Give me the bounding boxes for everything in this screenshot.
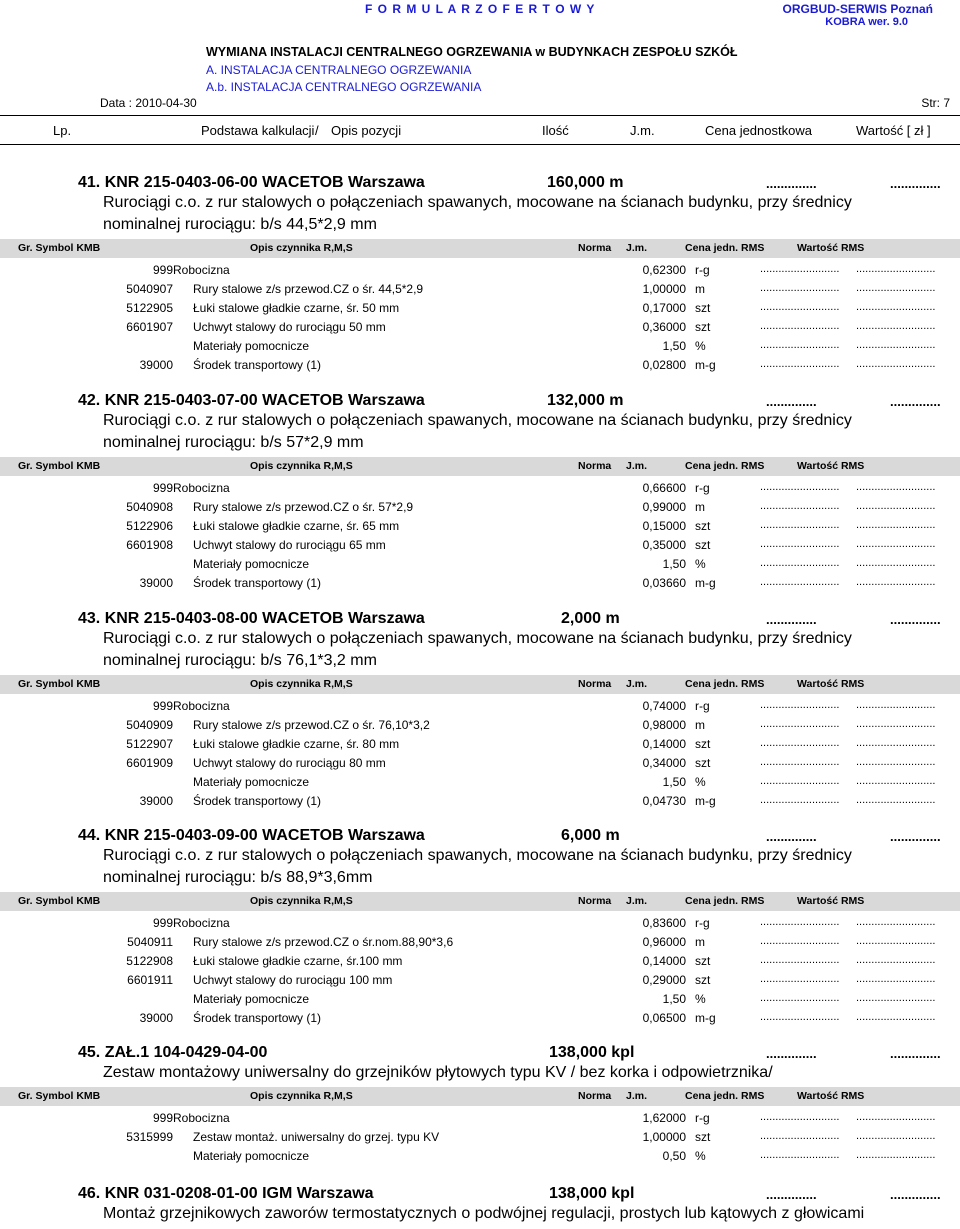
rms-row <box>0 1109 960 1128</box>
form-title: F O R M U L A R Z O F E R T O W Y <box>365 2 596 16</box>
rms-norm: 0,66600 <box>642 481 686 495</box>
rms-value-dots: .......................... <box>856 775 936 787</box>
rms-name: Środek transportowy (1) <box>193 1011 322 1025</box>
rms-col-symbol: Gr. Symbol KMB <box>18 242 101 254</box>
position-price-dots: .............. <box>766 1046 817 1061</box>
rms-norm: 0,14000 <box>642 954 686 968</box>
rms-unit: m <box>695 718 705 732</box>
rms-value-dots: .......................... <box>856 916 936 928</box>
rms-table-header <box>0 457 960 476</box>
rms-row <box>0 337 960 356</box>
rms-row <box>0 280 960 299</box>
rms-price-dots: .......................... <box>760 992 840 1004</box>
rms-value-dots: .......................... <box>856 737 936 749</box>
rms-unit: szt <box>695 1130 711 1144</box>
rms-unit: m-g <box>695 576 716 590</box>
rms-value-dots: .......................... <box>856 935 936 947</box>
rms-col-unit-price: Cena jedn. RMS <box>685 678 765 690</box>
rms-price-dots: .......................... <box>760 282 840 294</box>
position-description: Zestaw montażowy uniwersalny do grzejników płytowych typu KV / bez korka i odpowietrznika/ <box>103 1064 773 1081</box>
rms-col-value: Wartość RMS <box>797 1090 865 1102</box>
rms-price-dots: .......................... <box>760 339 840 351</box>
position-description-cont: nominalnej rurociągu: b/s 88,9*3,6mm <box>103 869 373 886</box>
rms-symbol: 5122907 <box>126 737 173 751</box>
col-basis: Podstawa kalkulacji <box>201 123 315 138</box>
header-top-rule <box>0 115 960 116</box>
rms-col-norm: Norma <box>578 895 612 907</box>
rms-unit: r-g <box>695 1111 710 1125</box>
rms-price-dots: .......................... <box>760 935 840 947</box>
rms-value-dots: .......................... <box>856 973 936 985</box>
rms-value-dots: .......................... <box>856 756 936 768</box>
rms-unit: szt <box>695 538 711 552</box>
rms-value-dots: .......................... <box>856 282 936 294</box>
rms-symbol: 6601909 <box>126 756 173 770</box>
rms-price-dots: .......................... <box>760 756 840 768</box>
rms-norm: 0,36000 <box>642 320 686 334</box>
rms-name: Materiały pomocnicze <box>193 557 310 571</box>
position-title: 41. KNR 215-0403-06-00 WACETOB Warszawa <box>78 174 425 191</box>
rms-col-unit: J.m. <box>626 242 648 254</box>
rms-col-value: Wartość RMS <box>797 242 865 254</box>
section-a: A. INSTALACJA CENTRALNEGO OGRZEWANIA <box>206 63 472 77</box>
rms-name: Materiały pomocnicze <box>193 775 310 789</box>
position-description: Rurociągi c.o. z rur stalowych o połączeniach spawanych, mocowane na ścianach budynku, przy średnicy <box>103 847 852 864</box>
rms-unit: szt <box>695 519 711 533</box>
rms-unit: m <box>695 282 705 296</box>
rms-unit: m-g <box>695 794 716 808</box>
rms-name: Rury stalowe z/s przewod.CZ o śr. 44,5*2,9 <box>193 282 424 296</box>
version-label: KOBRA wer. 9.0 <box>825 16 908 28</box>
position-qty: 2,000 m <box>561 610 620 627</box>
rms-price-dots: .......................... <box>760 794 840 806</box>
position-value-dots: .............. <box>890 1187 941 1202</box>
col-unit-price: Cena jednostkowa <box>705 123 812 138</box>
rms-value-dots: .......................... <box>856 1011 936 1023</box>
rms-value-dots: .......................... <box>856 576 936 588</box>
rms-norm: 1,50 <box>662 339 686 353</box>
rms-row <box>0 792 960 811</box>
rms-value-dots: .......................... <box>856 263 936 275</box>
rms-row <box>0 574 960 593</box>
rms-name: Robocizna <box>173 1111 230 1125</box>
rms-row <box>0 318 960 337</box>
position-description: Rurociągi c.o. z rur stalowych o połączeniach spawanych, mocowane na ścianach budynku, przy średnicy <box>103 194 852 211</box>
rms-norm: 1,50 <box>662 775 686 789</box>
rms-col-description: Opis czynnika R,M,S <box>250 460 353 472</box>
rms-unit: szt <box>695 756 711 770</box>
position-value-dots: .............. <box>890 176 941 191</box>
position-qty: 138,000 kpl <box>549 1185 635 1202</box>
rms-row <box>0 261 960 280</box>
rms-value-dots: .......................... <box>856 699 936 711</box>
rms-value-dots: .......................... <box>856 718 936 730</box>
rms-symbol: 5040907 <box>126 282 173 296</box>
rms-row <box>0 952 960 971</box>
rms-col-unit-price: Cena jedn. RMS <box>685 460 765 472</box>
rms-symbol: 39000 <box>139 576 173 590</box>
position-description-cont: nominalnej rurociągu: b/s 57*2,9 mm <box>103 434 364 451</box>
section-ab: A.b. INSTALACJA CENTRALNEGO OGRZEWANIA <box>206 80 482 94</box>
rms-row <box>0 914 960 933</box>
rms-symbol: 5040911 <box>127 935 173 949</box>
position-price-dots: .............. <box>766 829 817 844</box>
rms-table-header <box>0 675 960 694</box>
rms-price-dots: .......................... <box>760 916 840 928</box>
col-unit: J.m. <box>630 123 655 138</box>
rms-norm: 0,98000 <box>642 718 686 732</box>
rms-name: Środek transportowy (1) <box>193 576 322 590</box>
rms-table-header <box>0 1087 960 1106</box>
rms-col-description: Opis czynnika R,M,S <box>250 678 353 690</box>
rms-name: Robocizna <box>173 263 230 277</box>
rms-row <box>0 933 960 952</box>
rms-row <box>0 990 960 1009</box>
rms-symbol: 6601911 <box>127 973 173 987</box>
rms-unit: % <box>695 992 706 1006</box>
rms-symbol: 999 <box>152 481 173 495</box>
position-price-dots: .............. <box>766 1187 817 1202</box>
rms-unit: m-g <box>695 1011 716 1025</box>
rms-row <box>0 479 960 498</box>
position-title: 42. KNR 215-0403-07-00 WACETOB Warszawa <box>78 392 425 409</box>
rms-name: Robocizna <box>173 916 230 930</box>
position-description-cont: nominalnej rurociągu: b/s 44,5*2,9 mm <box>103 216 377 233</box>
company-name: ORGBUD-SERWIS Poznań <box>782 2 933 16</box>
rms-symbol: 999 <box>152 916 173 930</box>
rms-row <box>0 536 960 555</box>
rms-name: Środek transportowy (1) <box>193 358 322 372</box>
rms-name: Robocizna <box>173 481 230 495</box>
rms-unit: szt <box>695 954 711 968</box>
rms-name: Materiały pomocnicze <box>193 1149 310 1163</box>
position-description-cont: nominalnej rurociągu: b/s 76,1*3,2 mm <box>103 652 377 669</box>
rms-symbol: 6601907 <box>126 320 173 334</box>
rms-row <box>0 356 960 375</box>
rms-value-dots: .......................... <box>856 339 936 351</box>
rms-table-header <box>0 892 960 911</box>
col-qty: Ilość <box>542 123 569 138</box>
rms-col-symbol: Gr. Symbol KMB <box>18 460 101 472</box>
rms-name: Rury stalowe z/s przewod.CZ o śr.nom.88,90*3,6 <box>193 935 454 949</box>
rms-value-dots: .......................... <box>856 301 936 313</box>
rms-name: Łuki stalowe gładkie czarne, śr. 80 mm <box>193 737 400 751</box>
rms-row <box>0 498 960 517</box>
rms-row <box>0 971 960 990</box>
rms-unit: m <box>695 935 705 949</box>
rms-col-norm: Norma <box>578 678 612 690</box>
doc-date: Data : 2010-04-30 <box>100 96 197 110</box>
rms-value-dots: .......................... <box>856 794 936 806</box>
rms-norm: 0,62300 <box>642 263 686 277</box>
rms-value-dots: .......................... <box>856 557 936 569</box>
rms-norm: 1,00000 <box>642 282 686 296</box>
col-desc: Opis pozycji <box>331 123 402 138</box>
rms-unit: r-g <box>695 263 710 277</box>
rms-norm: 0,83600 <box>642 916 686 930</box>
rms-price-dots: .......................... <box>760 954 840 966</box>
rms-col-value: Wartość RMS <box>797 895 865 907</box>
rms-unit: r-g <box>695 916 710 930</box>
rms-price-dots: .......................... <box>760 775 840 787</box>
position-price-dots: .............. <box>766 176 817 191</box>
rms-symbol: 999 <box>152 699 173 713</box>
project-title: WYMIANA INSTALACJI CENTRALNEGO OGRZEWANIA w BUDYNKACH ZESPOŁU SZKÓŁ <box>206 45 738 59</box>
rms-unit: % <box>695 1149 706 1163</box>
position-title: 43. KNR 215-0403-08-00 WACETOB Warszawa <box>78 610 425 627</box>
rms-name: Uchwyt stalowy do rurociągu 50 mm <box>193 320 386 334</box>
rms-name: Materiały pomocnicze <box>193 992 310 1006</box>
rms-col-norm: Norma <box>578 1090 612 1102</box>
rms-symbol: 5315999 <box>126 1130 173 1144</box>
rms-value-dots: .......................... <box>856 358 936 370</box>
rms-unit: r-g <box>695 699 710 713</box>
rms-norm: 0,35000 <box>642 538 686 552</box>
rms-col-unit: J.m. <box>626 678 648 690</box>
rms-row <box>0 1128 960 1147</box>
rms-symbol: 5040909 <box>126 718 173 732</box>
rms-symbol: 999 <box>152 263 173 277</box>
rms-name: Uchwyt stalowy do rurociągu 100 mm <box>193 973 393 987</box>
rms-norm: 0,06500 <box>642 1011 686 1025</box>
rms-unit: szt <box>695 737 711 751</box>
rms-price-dots: .......................... <box>760 538 840 550</box>
rms-col-unit: J.m. <box>626 895 648 907</box>
rms-col-symbol: Gr. Symbol KMB <box>18 678 101 690</box>
position-qty: 138,000 kpl <box>549 1044 635 1061</box>
rms-unit: % <box>695 557 706 571</box>
rms-row <box>0 1009 960 1028</box>
position-description: Rurociągi c.o. z rur stalowych o połączeniach spawanych, mocowane na ścianach budynku, przy średnicy <box>103 412 852 429</box>
position-qty: 6,000 m <box>561 827 620 844</box>
rms-price-dots: .......................... <box>760 358 840 370</box>
rms-col-norm: Norma <box>578 242 612 254</box>
rms-row <box>0 697 960 716</box>
rms-unit: % <box>695 775 706 789</box>
rms-name: Robocizna <box>173 699 230 713</box>
rms-name: Rury stalowe z/s przewod.CZ o śr. 76,10*3,2 <box>193 718 430 732</box>
rms-norm: 1,50 <box>662 557 686 571</box>
rms-price-dots: .......................... <box>760 1130 840 1142</box>
rms-price-dots: .......................... <box>760 1011 840 1023</box>
col-lp: Lp. <box>53 123 72 138</box>
position-description: Rurociągi c.o. z rur stalowych o połączeniach spawanych, mocowane na ścianach budynku, przy średnicy <box>103 630 852 647</box>
rms-col-description: Opis czynnika R,M,S <box>250 895 353 907</box>
rms-price-dots: .......................... <box>760 320 840 332</box>
rms-value-dots: .......................... <box>856 320 936 332</box>
position-price-dots: .............. <box>766 394 817 409</box>
rms-col-symbol: Gr. Symbol KMB <box>18 1090 101 1102</box>
rms-value-dots: .......................... <box>856 954 936 966</box>
rms-symbol: 5122908 <box>126 954 173 968</box>
rms-symbol: 39000 <box>139 794 173 808</box>
rms-row <box>0 754 960 773</box>
rms-col-value: Wartość RMS <box>797 678 865 690</box>
rms-row <box>0 1147 960 1166</box>
rms-col-description: Opis czynnika R,M,S <box>250 1090 353 1102</box>
position-qty: 132,000 m <box>547 392 624 409</box>
rms-unit: szt <box>695 320 711 334</box>
rms-unit: r-g <box>695 481 710 495</box>
rms-unit: szt <box>695 973 711 987</box>
rms-symbol: 6601908 <box>126 538 173 552</box>
rms-symbol: 39000 <box>139 1011 173 1025</box>
rms-col-unit-price: Cena jedn. RMS <box>685 1090 765 1102</box>
rms-col-symbol: Gr. Symbol KMB <box>18 895 101 907</box>
rms-row <box>0 716 960 735</box>
rms-norm: 0,74000 <box>642 699 686 713</box>
position-title: 46. KNR 031-0208-01-00 IGM Warszawa <box>78 1185 374 1202</box>
rms-unit: m <box>695 500 705 514</box>
rms-name: Uchwyt stalowy do rurociągu 80 mm <box>193 756 386 770</box>
rms-norm: 0,03660 <box>642 576 686 590</box>
rms-name: Środek transportowy (1) <box>193 794 322 808</box>
rms-row <box>0 517 960 536</box>
rms-unit: m-g <box>695 358 716 372</box>
rms-name: Łuki stalowe gładkie czarne, śr.100 mm <box>193 954 403 968</box>
rms-norm: 0,17000 <box>642 301 686 315</box>
header-bottom-rule <box>0 144 960 145</box>
rms-name: Łuki stalowe gładkie czarne, śr. 65 mm <box>193 519 400 533</box>
position-value-dots: .............. <box>890 394 941 409</box>
rms-price-dots: .......................... <box>760 718 840 730</box>
rms-price-dots: .......................... <box>760 699 840 711</box>
rms-price-dots: .......................... <box>760 301 840 313</box>
rms-symbol: 5122906 <box>126 519 173 533</box>
position-title: 44. KNR 215-0403-09-00 WACETOB Warszawa <box>78 827 425 844</box>
position-qty: 160,000 m <box>547 174 624 191</box>
rms-norm: 0,50 <box>662 1149 686 1163</box>
rms-unit: % <box>695 339 706 353</box>
rms-unit: szt <box>695 301 711 315</box>
rms-norm: 0,34000 <box>642 756 686 770</box>
rms-norm: 0,96000 <box>642 935 686 949</box>
col-slash: / <box>315 123 319 138</box>
rms-value-dots: .......................... <box>856 519 936 531</box>
rms-norm: 0,04730 <box>642 794 686 808</box>
rms-norm: 0,14000 <box>642 737 686 751</box>
rms-name: Uchwyt stalowy do rurociągu 65 mm <box>193 538 386 552</box>
rms-table-header <box>0 239 960 258</box>
page-number: Str: 7 <box>921 96 950 110</box>
rms-col-unit-price: Cena jedn. RMS <box>685 895 765 907</box>
rms-price-dots: .......................... <box>760 481 840 493</box>
rms-name: Zestaw montaż. uniwersalny do grzej. typu KV <box>193 1130 440 1144</box>
position-value-dots: .............. <box>890 1046 941 1061</box>
rms-norm: 0,15000 <box>642 519 686 533</box>
rms-price-dots: .......................... <box>760 1111 840 1123</box>
rms-symbol: 39000 <box>139 358 173 372</box>
position-description: Montaż grzejnikowych zaworów termostatycznych o podwójnej regulacji, prostych lub kątowych z głowicami <box>103 1205 865 1222</box>
rms-value-dots: .......................... <box>856 1149 936 1161</box>
rms-value-dots: .......................... <box>856 992 936 1004</box>
rms-col-unit: J.m. <box>626 460 648 472</box>
rms-symbol: 999 <box>152 1111 173 1125</box>
col-value: Wartość [ zł ] <box>856 123 931 138</box>
rms-col-unit-price: Cena jedn. RMS <box>685 242 765 254</box>
position-value-dots: .............. <box>890 829 941 844</box>
rms-norm: 1,62000 <box>642 1111 686 1125</box>
rms-row <box>0 773 960 792</box>
rms-name: Rury stalowe z/s przewod.CZ o śr. 57*2,9 <box>193 500 414 514</box>
rms-col-unit: J.m. <box>626 1090 648 1102</box>
rms-value-dots: .......................... <box>856 538 936 550</box>
rms-symbol: 5040908 <box>126 500 173 514</box>
rms-col-norm: Norma <box>578 460 612 472</box>
rms-name: Łuki stalowe gładkie czarne, śr. 50 mm <box>193 301 400 315</box>
position-value-dots: .............. <box>890 612 941 627</box>
rms-norm: 1,50 <box>662 992 686 1006</box>
rms-col-description: Opis czynnika R,M,S <box>250 242 353 254</box>
rms-price-dots: .......................... <box>760 1149 840 1161</box>
rms-col-value: Wartość RMS <box>797 460 865 472</box>
rms-symbol: 5122905 <box>126 301 173 315</box>
rms-name: Materiały pomocnicze <box>193 339 310 353</box>
rms-price-dots: .......................... <box>760 737 840 749</box>
rms-value-dots: .......................... <box>856 481 936 493</box>
rms-row <box>0 299 960 318</box>
rms-price-dots: .......................... <box>760 576 840 588</box>
rms-norm: 1,00000 <box>642 1130 686 1144</box>
rms-norm: 0,99000 <box>642 500 686 514</box>
rms-price-dots: .......................... <box>760 519 840 531</box>
rms-price-dots: .......................... <box>760 973 840 985</box>
rms-value-dots: .......................... <box>856 1111 936 1123</box>
rms-price-dots: .......................... <box>760 263 840 275</box>
position-price-dots: .............. <box>766 612 817 627</box>
rms-row <box>0 555 960 574</box>
rms-norm: 0,29000 <box>642 973 686 987</box>
rms-value-dots: .......................... <box>856 1130 936 1142</box>
rms-norm: 0,02800 <box>642 358 686 372</box>
rms-value-dots: .......................... <box>856 500 936 512</box>
rms-row <box>0 735 960 754</box>
rms-price-dots: .......................... <box>760 557 840 569</box>
rms-price-dots: .......................... <box>760 500 840 512</box>
position-title: 45. ZAŁ.1 104-0429-04-00 <box>78 1044 268 1061</box>
